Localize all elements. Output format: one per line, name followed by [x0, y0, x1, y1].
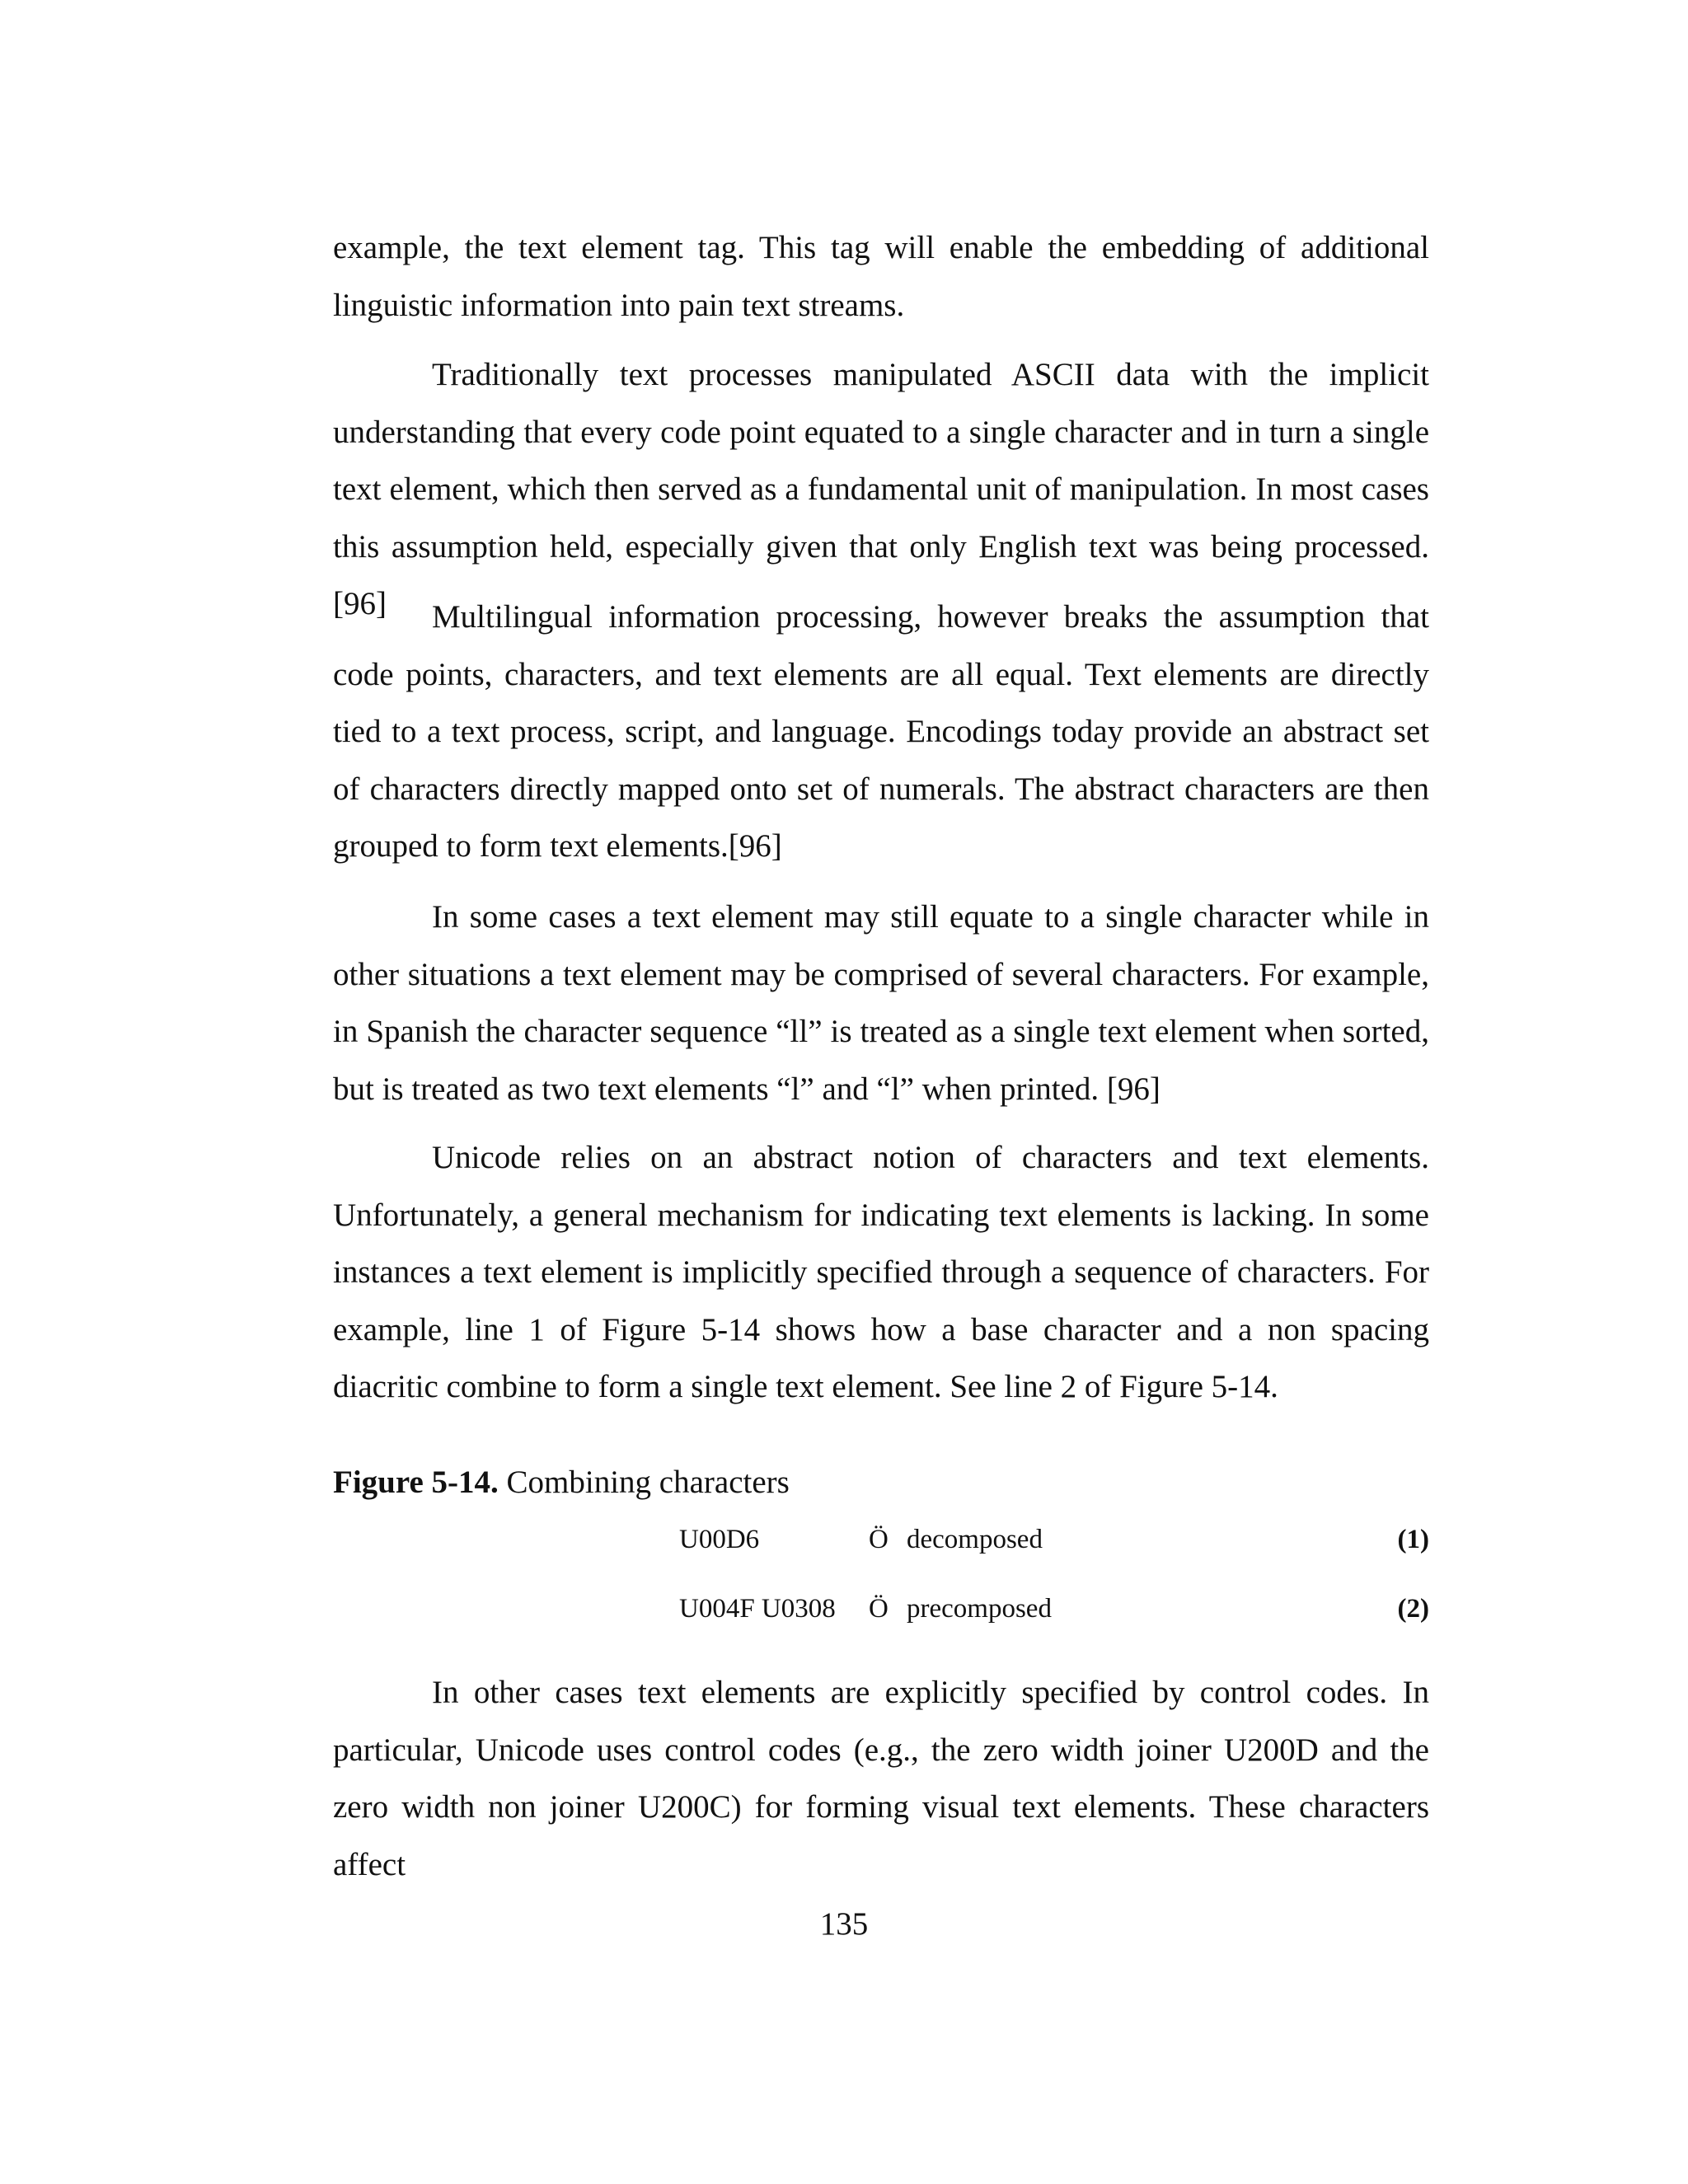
figure-line-number: (1): [1397, 1525, 1429, 1554]
figure-caption: [333, 1454, 790, 1511]
figure-line-description: decomposed: [907, 1525, 1043, 1554]
paragraph-traditional-processing: Traditionally text processes manipulated ASCII data with the implicit understanding that every code point equated to a single character and in turn a single text element, which then served as a fundamental unit of manipulation. In most cases this assumption held, especially given that only English text was being processed. [96]: [333, 357, 1429, 621]
paragraph-unicode-abstract: Unicode relies on an abstract notion of characters and text elements. Unfortunately, a general mechanism for indicating text elements is lacking. In some instances a text element is implicitly specified through a sequence of characters. For example, line 1 of Figure 5-14 shows how a base character and a non spacing diacritic combine to form a single text element. See line 2 of Figure 5-14.: [333, 1140, 1429, 1404]
figure-line-2: [333, 1586, 1429, 1635]
paragraph-spanish-example: In some cases a text element may still equate to a single character while in other situations a text element may be comprised of several characters. For example, in Spanish the character sequence “ll” is treated as a single text element when sorted, but is treated as two text elements “l” and “l” when printed. [96]: [333, 899, 1429, 1107]
figure-label: Figure 5-14.: [333, 1465, 499, 1500]
paragraph-control-codes: In other cases text elements are explicitly specified by control codes. In particular, Unicode uses control codes (e.g., the zero width joiner U200D and the zero width non joiner U200C) for forming visual text elements. These characters affect: [333, 1675, 1429, 1882]
figure-line-glyph: Ö: [869, 1594, 889, 1624]
paragraph-multilingual-processing: Multilingual information processing, however breaks the assumption that code points, characters, and text elements are all equal. Text elements are directly tied to a text process, script, and language. Encodings today provide an abstract set of characters directly mapped onto set of numerals. The abstract characters are then grouped to form text elements.[96]: [333, 599, 1429, 864]
figure-line-description: precomposed: [907, 1594, 1052, 1624]
figure-line-1: [333, 1516, 1429, 1566]
figure-line-code: U00D6: [679, 1525, 760, 1554]
page-number: 135: [819, 1906, 869, 1942]
figure-line-glyph: Ö: [869, 1525, 889, 1554]
figure-line-code: U004F U0308: [679, 1594, 836, 1624]
figure-title: Combining characters: [506, 1465, 790, 1500]
figure-line-number: (2): [1397, 1594, 1429, 1624]
paragraph-continuation: example, the text element tag. This tag will enable the embedding of additional linguistic information into pain text streams.: [333, 230, 1429, 323]
